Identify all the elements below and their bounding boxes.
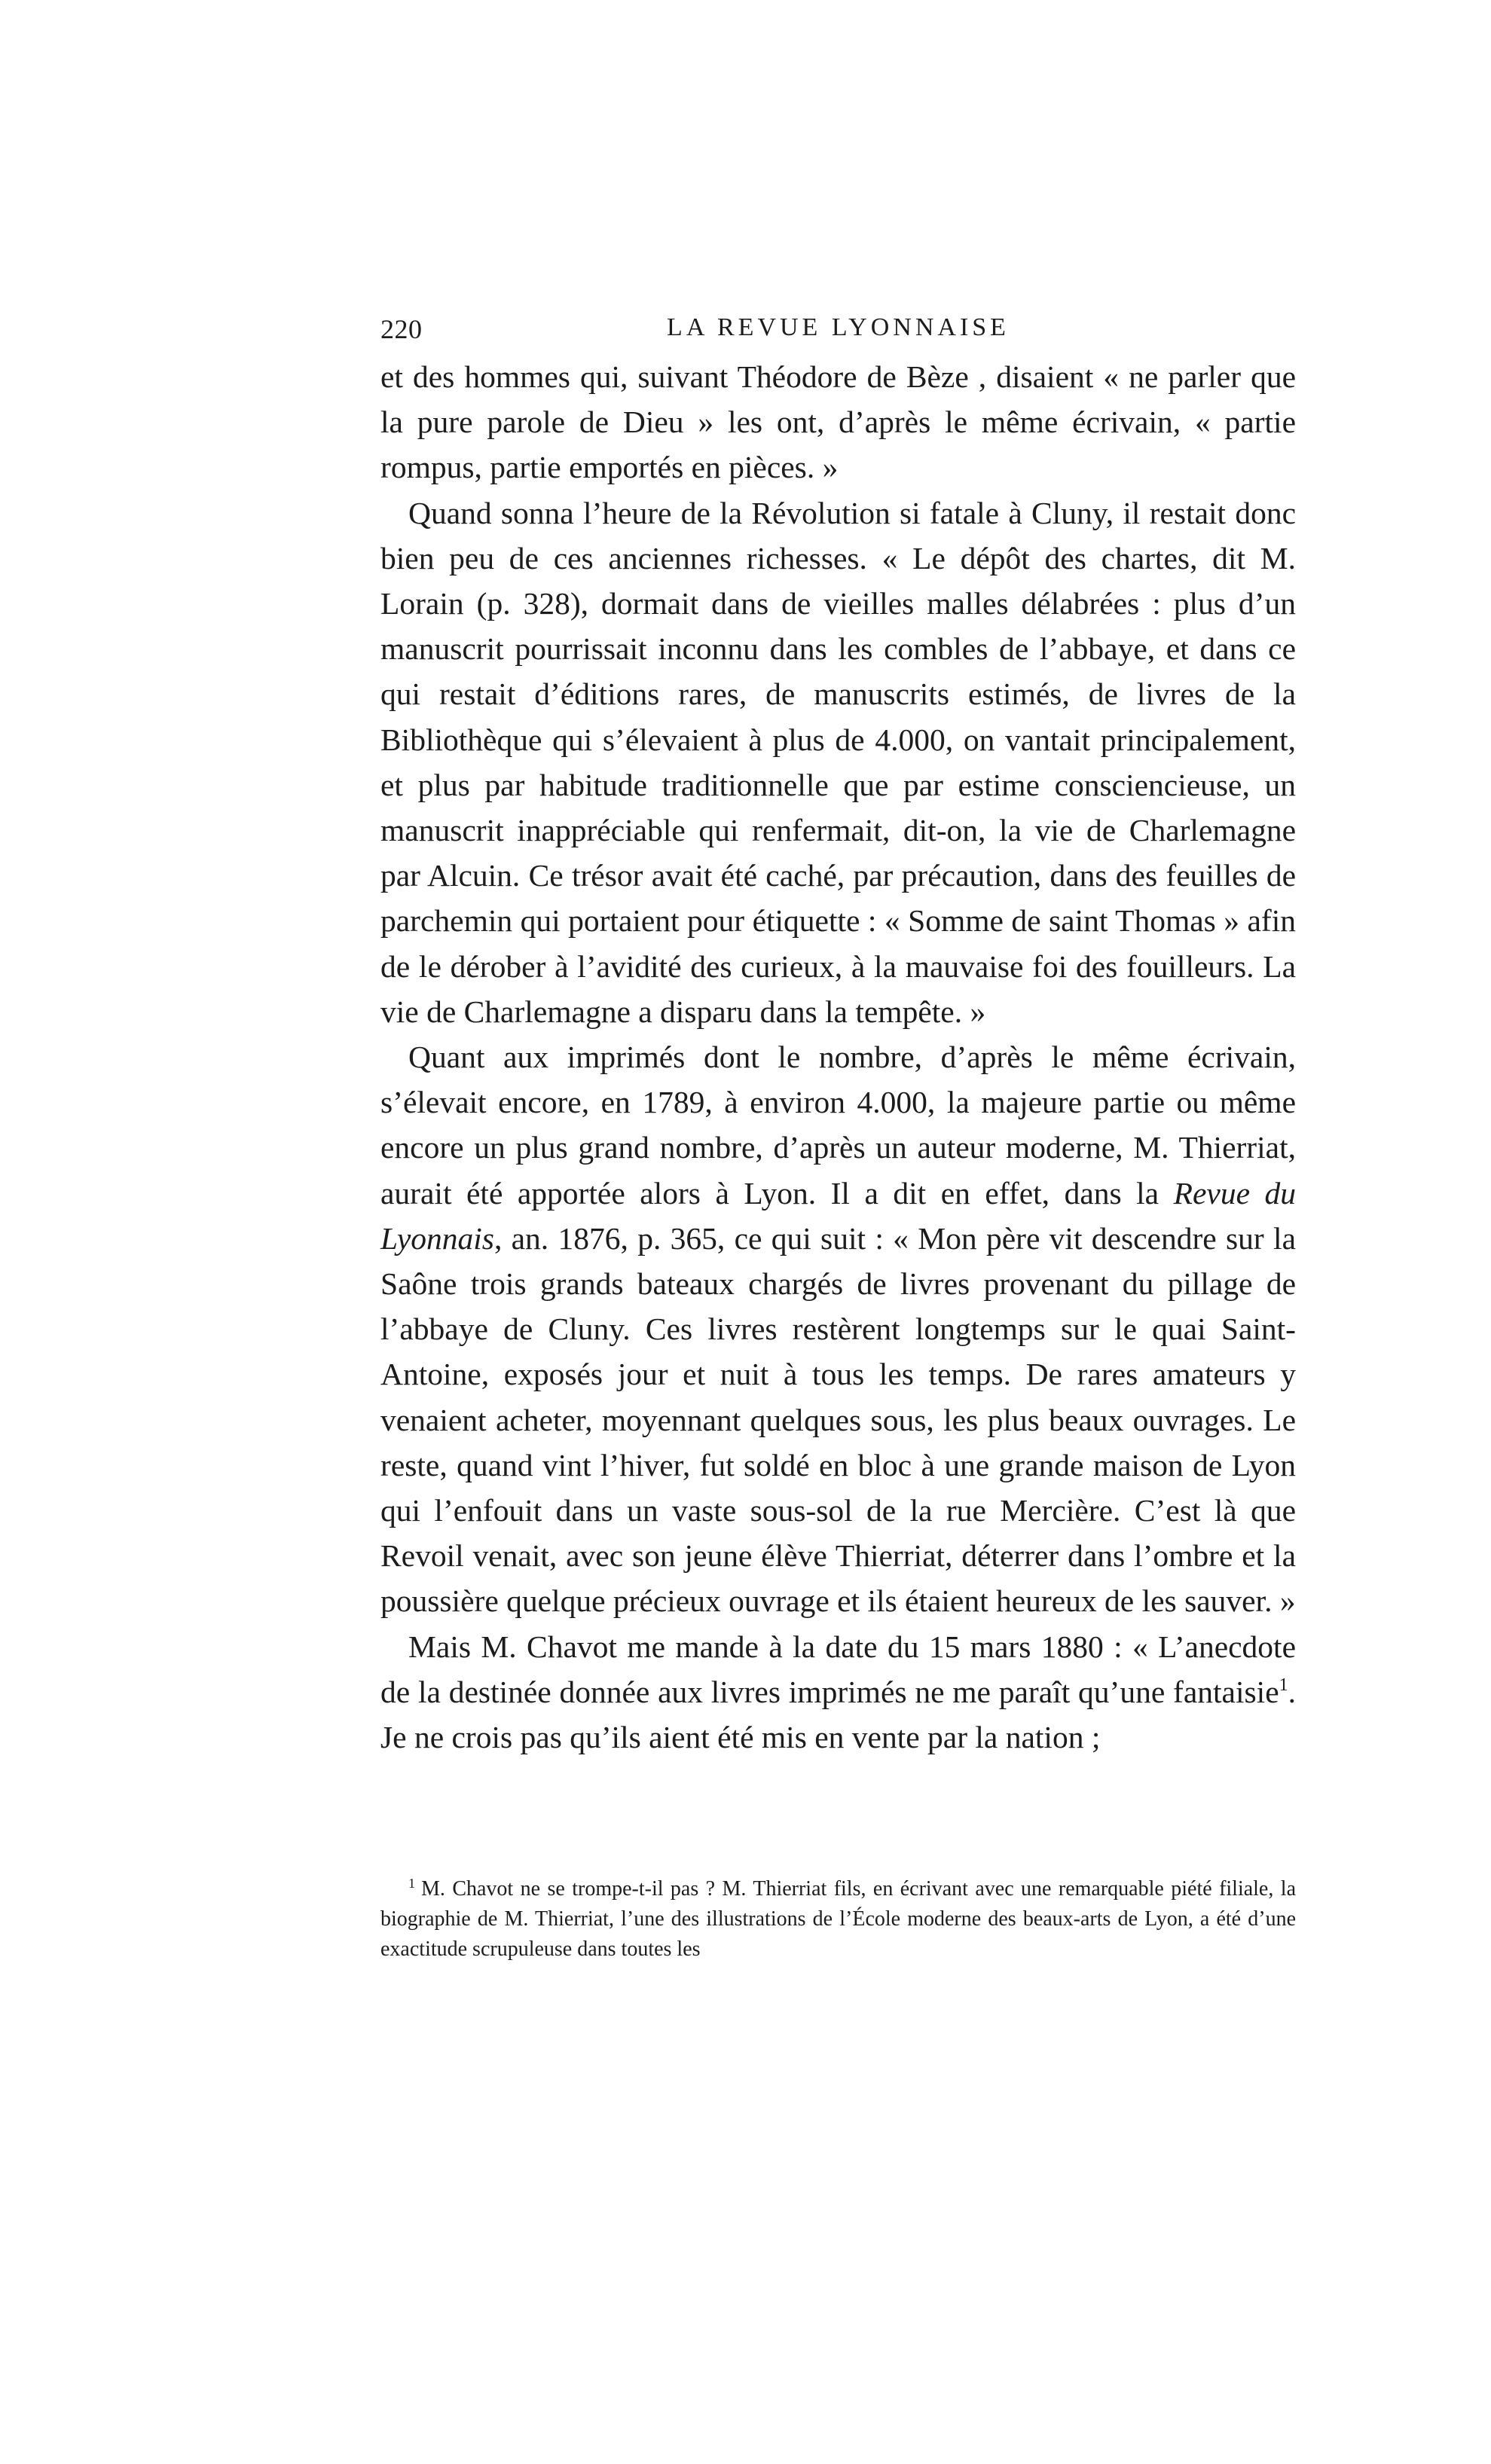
page-header (380, 313, 1296, 356)
footnote-reference: 1 (1279, 1675, 1288, 1695)
paragraph-4 (380, 1624, 1296, 1760)
paragraph-3 (380, 1034, 1296, 1624)
running-title: LA REVUE LYONNAISE (667, 313, 1010, 341)
paragraph-4-text-start: Mais M. Chavot me mande à la date du 15 mars 1880 : « L’anecdote de la destinée donnée aux livres imprimés ne me paraît qu’une fantaisie (380, 1629, 1296, 1709)
footnote-1-marker: 1 (408, 1876, 415, 1891)
footnote-1-text: M. Chavot ne se trompe-t-il pas ? M. Thierriat fils, en écrivant avec une remarquable piété filiale, la biographie de M. Thierriat, l’une des illustrations de l’École moderne des beaux-arts de Lyon, a été d’une exactitude scrupuleuse dans toutes les (380, 1877, 1296, 1961)
page-number: 220 (380, 314, 423, 344)
paragraph-4-text-end: . Je ne crois pas qu’ils aient été mis en vente par la nation ; (380, 1674, 1296, 1755)
main-text (380, 354, 1296, 1760)
paragraph-1: et des hommes qui, suivant Théodore de Bèze , disaient « ne parler que la pure parole de Dieu » les ont, d’après le même écrivain, « partie rompus, partie emportés en pièces. » (380, 359, 1296, 485)
journal-title-italic: Revue du Lyonnais (380, 1175, 1297, 1256)
paragraph-2: Quand sonna l’heure de la Révolution si fatale à Cluny, il restait donc bien peu de ces anciennes richesses. « Le dépôt des chartes, dit M. Lorain (p. 328), dormait dans de vieilles malles délabrées : plus d’un manuscrit pourrissait inconnu dans les combles de l’abbaye, et dans ce qui restait d’éditions rares, de manuscrits estimés, de livres de la Bibliothèque qui s’élevaient à plus de 4.000, on vantait principalement, et plus par habitude traditionnelle que par estime consciencieuse, un manuscrit inappréciable qui renfermait, dit-on, la vie de Charlemagne par Alcuin. Ce trésor avait été caché, par précaution, dans des feuilles de parchemin qui portaient pour étiquette : « Somme de saint Thomas » afin de le dérober à l’avidité des curieux, à la mauvaise foi des fouilleurs. La vie de Charlemagne a disparu dans la tempête. » (380, 495, 1296, 1029)
footnote-1 (380, 1874, 1296, 1965)
footnotes (380, 1874, 1296, 1965)
paragraph-3-text-end: , an. 1876, p. 365, ce qui suit : « Mon père vit descendre sur la Saône trois grands bateaux chargés de livres provenant du pillage de l’abbaye de Cluny. Ces livres restèrent longtemps sur le quai Saint-Antoine, exposés jour et nuit à tous les temps. De rares amateurs y venaient acheter, moyennant quelques sous, les plus beaux ouvrages. Le reste, quand vint l’hiver, fut soldé en bloc à une grande maison de Lyon qui l’enfouit dans un vaste sous-sol de la rue Mercière. C’est là que Revoil venait, avec son jeune élève Thierriat, déterrer dans l’ombre et la poussière quelque précieux ouvrage et ils étaient heureux de les sauver. » (380, 1220, 1296, 1619)
paragraph-3-text-start: Quant aux imprimés dont le nombre, d’après le même écrivain, s’élevait encore, en 1789, à environ 4.000, la majeure partie ou même encore un plus grand nombre, d’après un auteur moderne, M. Thierriat, aurait été apportée alors à Lyon. Il a dit en effet, dans la (380, 1040, 1296, 1211)
